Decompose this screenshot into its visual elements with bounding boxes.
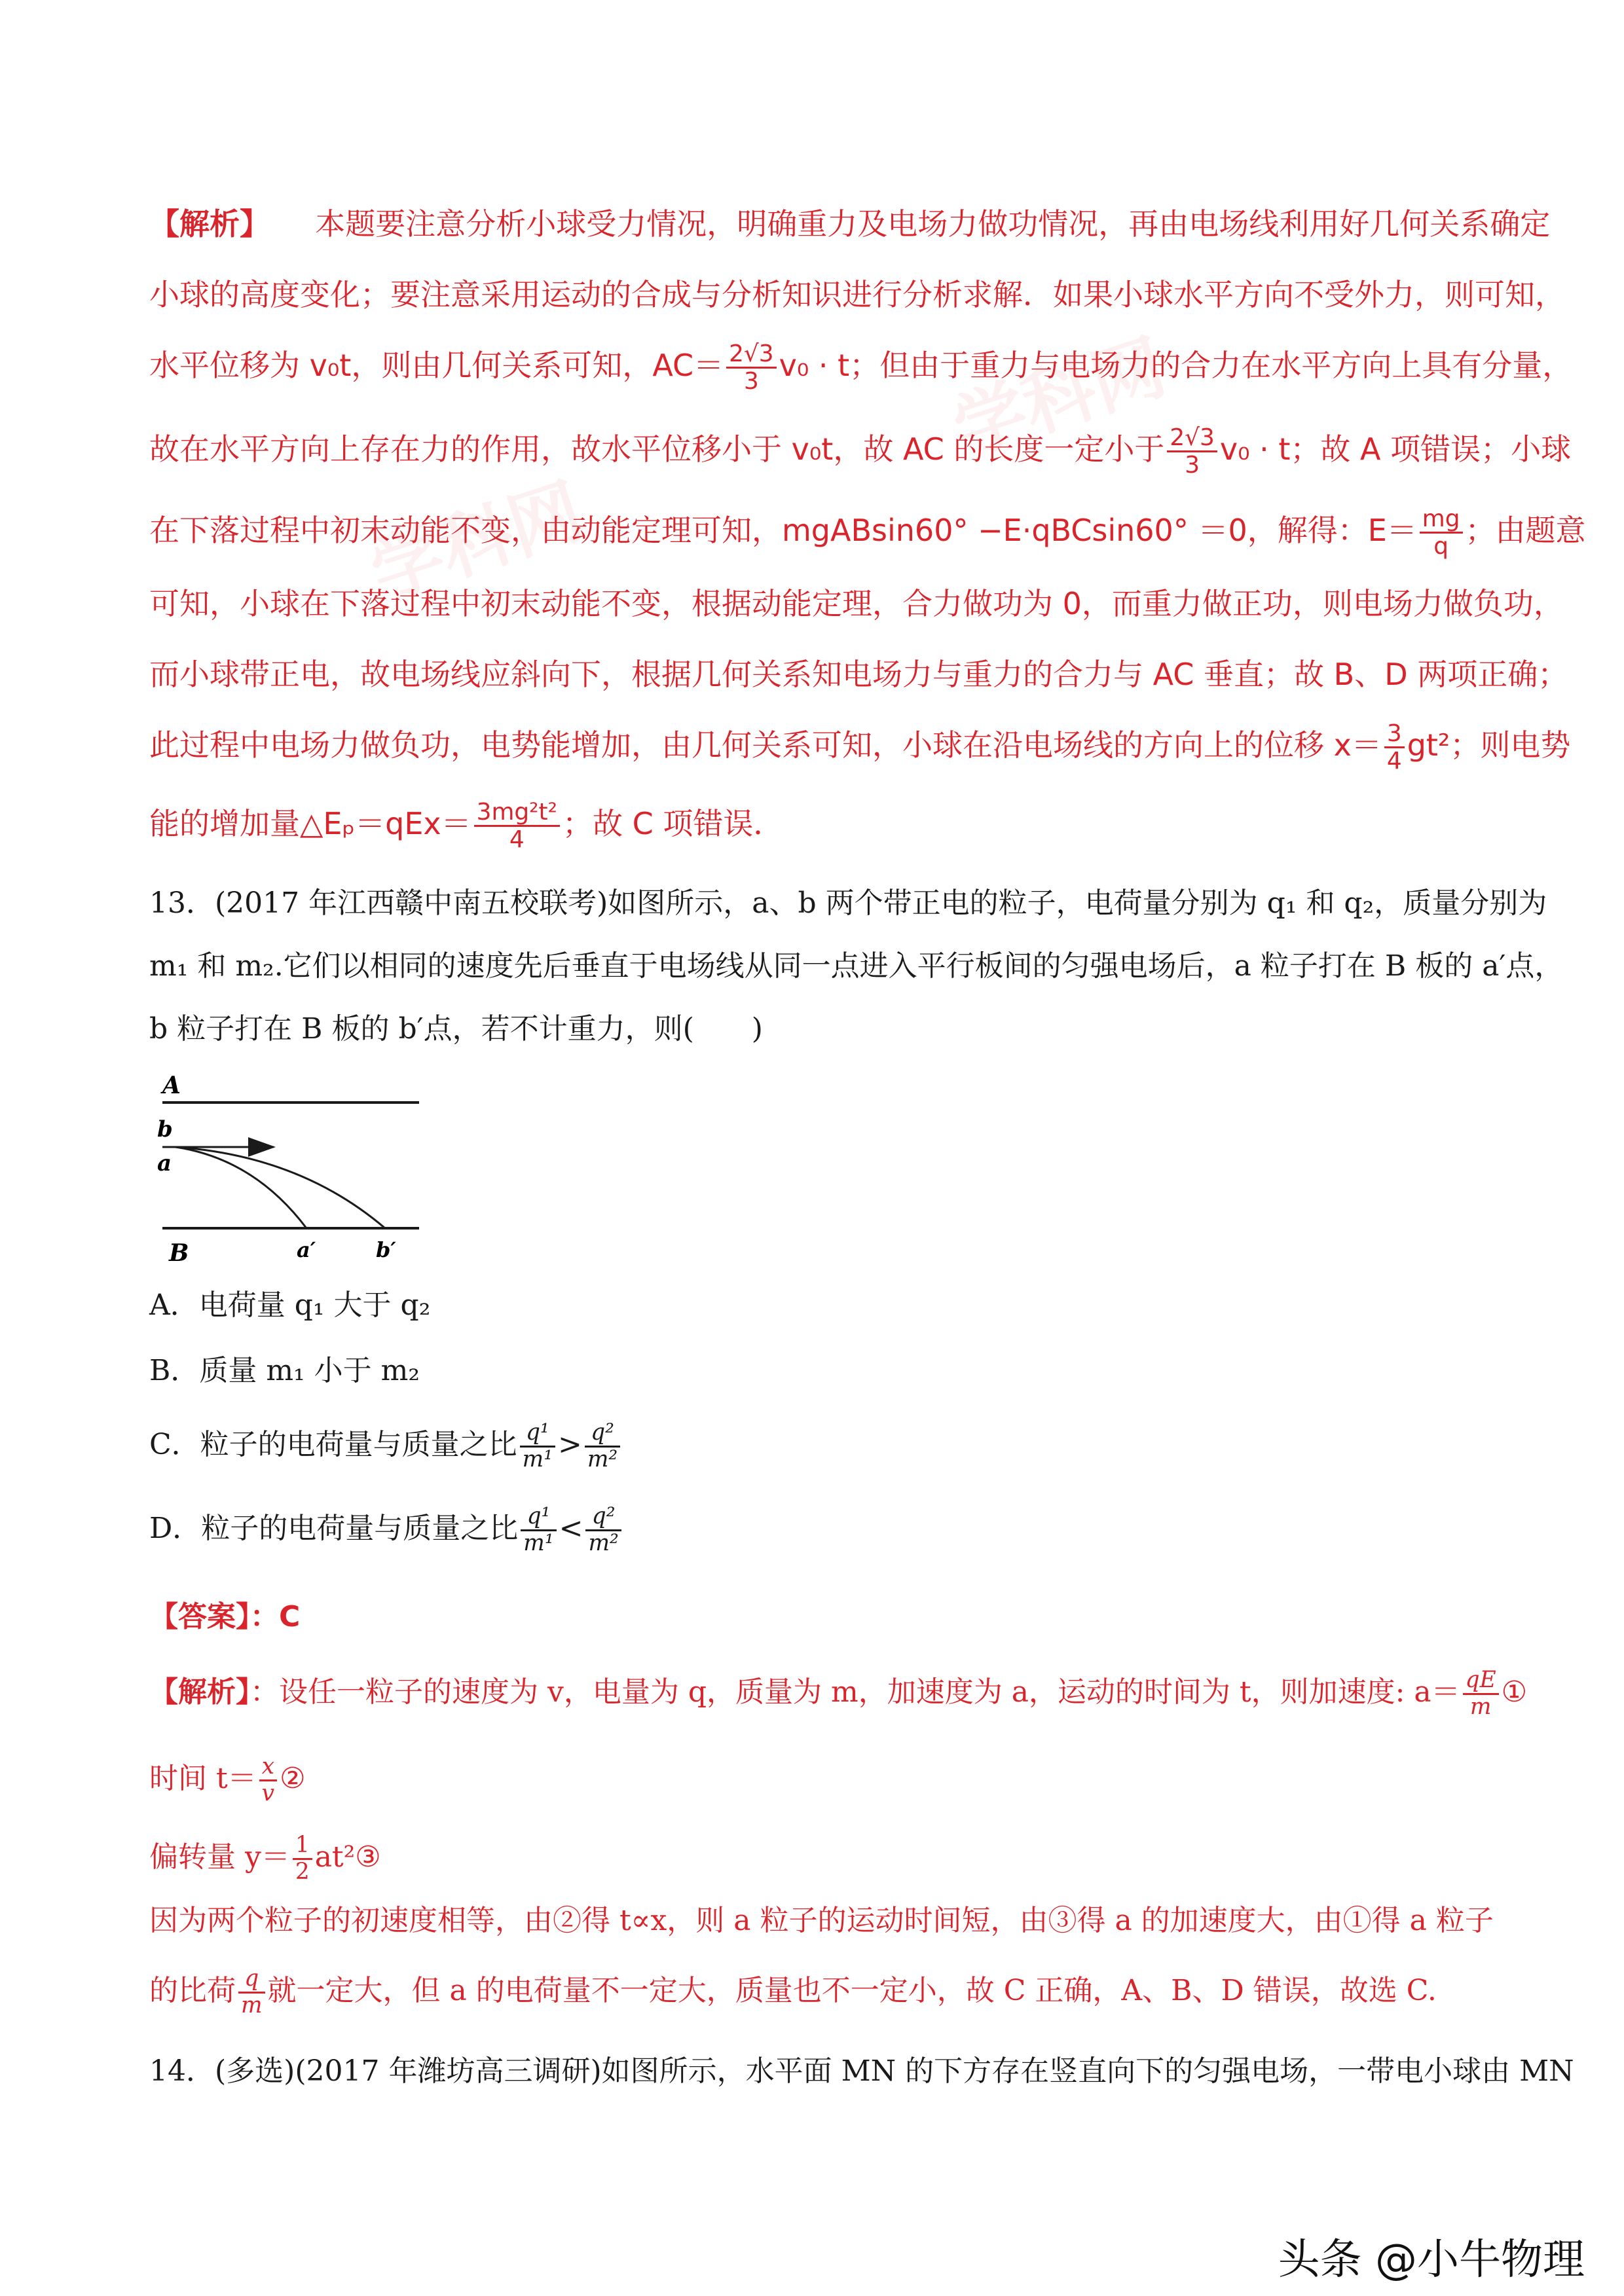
question-text: 14．(多选)(2017 年潍坊高三调研)如图所示，水平面 MN 的下方存在竖直向下的匀强电场，一带电小球由 MN: [149, 2054, 1574, 2088]
fraction: $\frac{\text{q¹}}{\text{m¹}}$: [520, 1421, 555, 1472]
analysis-line: 故在水平方向上存在力的作用，故水平位移小于 v₀t，故 AC 的长度一定小于 $\frac{2√3}{3}$ v₀ · t；故 A 项错误；小球: [149, 424, 1572, 479]
solution-line: 时间 t＝ $\frac{x}{v}$ ②: [149, 1753, 306, 1806]
fraction: $\frac{1}{2}$: [293, 1833, 312, 1885]
fraction: $\frac{mg}{q}$: [1420, 506, 1463, 560]
solution-line: 的比荷 $\frac{q}{m}$ 就一定大，但 a 的电荷量不一定大，质量也不一定小，故 C 正确，A、B、D 错误，故选 C.: [149, 1965, 1437, 2018]
trajectory-a: [175, 1147, 306, 1228]
analysis-line: 能的增加量△Eₚ＝qEx＝ $\frac{\text{3mg²t²}}{4}$ ；故 C 项错误．: [149, 798, 784, 853]
option-d: D．粒子的电荷量与质量之比 $\frac{\text{q¹}}{\text{m¹}}$ < $\frac{\text{q²}}{\text{m²}}$: [149, 1504, 624, 1556]
fraction: $\frac{\text{3mg²t²}}{4}$: [474, 799, 560, 853]
question-text: b 粒子打在 B 板的 b′点，若不计重力，则( ): [149, 1012, 763, 1046]
question-text: m₁ 和 m₂.它们以相同的速度先后垂直于电场线从同一点进入平行板间的匀强电场后，a 粒子打在 B 板的 a′点，: [149, 949, 1564, 983]
fraction: $\frac{x}{v}$: [259, 1755, 277, 1806]
plate-b-label: B: [169, 1239, 189, 1267]
solution-line: 因为两个粒子的初速度相等，由②得 t∝x，则 a 粒子的运动时间短，由③得 a 的加速度大，由①得 a 粒子: [149, 1904, 1494, 1937]
landing-b-label: b′: [376, 1237, 396, 1262]
analysis-line: 小球的高度变化；要注意采用运动的合成与分析知识进行分析求解．如果小球水平方向不受外力，则可知，: [149, 277, 1565, 312]
footer-attribution: 头条 @小牛物理: [1278, 2236, 1585, 2284]
watermark-logo: 学科网: [361, 468, 593, 615]
solution-line: 【解析】：设任一粒子的速度为 v，电量为 q，质量为 m，加速度为 a，运动的时间为 t，则加速度: a＝ $\frac{qE}{m}$ ①: [149, 1667, 1528, 1720]
plates-figure: [149, 1061, 431, 1277]
fraction: $\frac{qE}{m}$: [1463, 1668, 1499, 1720]
analysis-line: 【解析】 本题要注意分析小球受力情况，明确重力及电场力做功情况，再由电场线利用好几何关系确定: [149, 206, 1551, 242]
fraction: $\frac{2√3}{3}$: [1167, 425, 1217, 479]
particle-a-label: a: [157, 1150, 172, 1176]
analysis-line: 而小球带正电，故电场线应斜向下，根据几何关系知电场力与重力的合力与 AC 垂直；故 B、D 两项正确；: [149, 657, 1568, 692]
option-b: B．质量 m₁ 小于 m₂: [149, 1354, 420, 1387]
option-c: C．粒子的电荷量与质量之比 $\frac{\text{q¹}}{\text{m¹}}$ > $\frac{\text{q²}}{\text{m²}}$: [149, 1421, 623, 1472]
analysis-line: 可知，小球在下落过程中初末动能不变，根据动能定理，合力做功为 0，而重力做正功，则电场力做负功，: [149, 586, 1564, 621]
fraction: $\frac{3}{4}$: [1384, 721, 1405, 774]
analysis-line: 此过程中电场力做负功，电势能增加，由几何关系可知，小球在沿电场线的方向上的位移 x＝ $\frac{3}{4}$ gt²；则电势: [149, 720, 1571, 774]
particle-b-label: b: [157, 1116, 173, 1142]
analysis-line: 在下落过程中初末动能不变，由动能定理可知，mgABsin60° −E·qBCsin60° ＝0，解得：E＝ $\frac{mg}{q}$ ；由题意: [149, 505, 1586, 560]
fraction: $\frac{q}{m}$: [238, 1967, 265, 2018]
fraction: $\frac{\text{q¹}}{\text{m¹}}$: [521, 1504, 556, 1556]
plate-a-label: A: [162, 1072, 181, 1099]
answer-line: 【答案】：C: [149, 1600, 301, 1633]
watermark-logo: 学科网: [944, 324, 1175, 471]
landing-a-label: a′: [297, 1237, 316, 1262]
analysis-tag: 【解析】: [149, 206, 270, 242]
fraction: $\frac{2√3}{3}$: [726, 341, 777, 395]
analysis-line: 水平位移为 v₀t，则由几何关系可知，AC＝ $\frac{2√3}{3}$ v₀ · t；但由于重力与电场力的合力在水平方向上具有分量，: [149, 340, 1573, 395]
trajectory-b: [175, 1147, 385, 1228]
solution-line: 偏转量 y＝ $\frac{1}{2}$ at²③: [149, 1832, 381, 1885]
question-text: 13．(2017 年江西赣中南五校联考)如图所示，a、b 两个带正电的粒子，电荷量分别为 q₁ 和 q₂，质量分别为: [149, 886, 1547, 920]
fraction: $\frac{\text{q²}}{\text{m²}}$: [585, 1504, 621, 1556]
option-a: A．电荷量 q₁ 大于 q₂: [149, 1288, 431, 1322]
fraction: $\frac{\text{q²}}{\text{m²}}$: [585, 1421, 620, 1472]
